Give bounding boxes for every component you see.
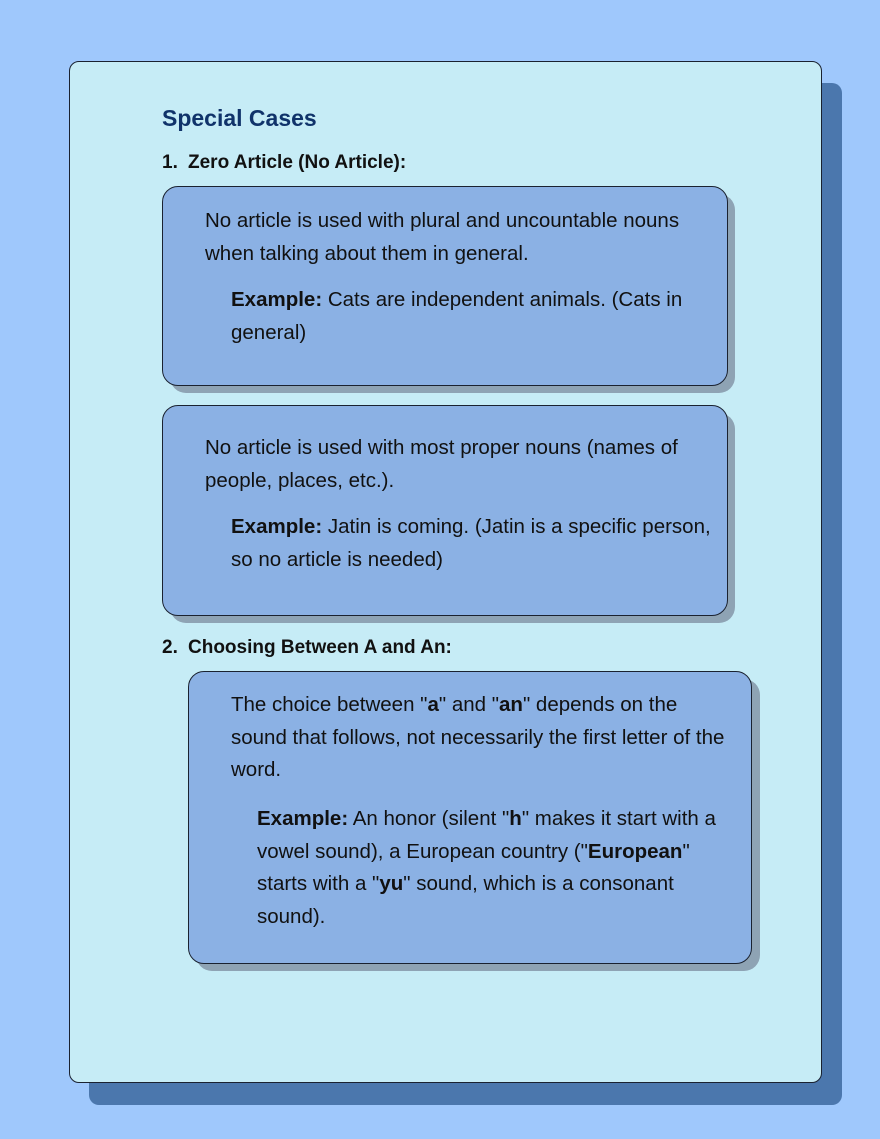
page-title: Special Cases (162, 105, 317, 131)
rule-text: No article is used with plural and uncountable nouns when talking about them in general. (205, 209, 680, 265)
example-label: Example: (257, 807, 349, 830)
text-part: " depends on the sound that follows, not necessarily the first letter of the word. (231, 693, 725, 781)
section-heading-zero-article (162, 152, 406, 174)
example-label: Example: (231, 288, 323, 311)
example-text (231, 284, 715, 349)
section-number: 2. (162, 637, 178, 658)
example-label: Example: (231, 515, 323, 538)
emphasis-european: European (587, 839, 683, 863)
emphasis-yu: yu (379, 872, 404, 895)
text-part: " makes it start with a vowel sound), a European country (" (257, 807, 716, 863)
text-part: An honor (silent " (348, 807, 510, 830)
example-body: Cats are independent animals. (Cats in general) (231, 288, 683, 344)
example-text (257, 803, 739, 933)
section-heading-text: Choosing Between A and An: (188, 637, 452, 658)
section-heading-a-an (162, 637, 452, 659)
text-part: " and " (438, 693, 500, 716)
example-body: Jatin is coming. (Jatin is a specific person, so no article is needed) (231, 515, 711, 571)
emphasis-a: a (427, 693, 439, 716)
text-part: The choice between " (231, 693, 428, 716)
rule-text (231, 689, 737, 787)
text-part: " starts with a " (257, 839, 690, 895)
rule-box-a-vs-an (188, 671, 752, 964)
emphasis-an: an (499, 693, 523, 716)
section-number: 1. (162, 152, 178, 173)
example-text (231, 511, 715, 576)
rule-box-proper-nouns (162, 405, 728, 616)
rule-box-plural-uncountable (162, 186, 728, 386)
section-heading-text: Zero Article (No Article): (188, 152, 407, 173)
emphasis-h: h (509, 807, 522, 830)
text-part: " sound, which is a consonant sound). (257, 872, 674, 928)
rule-text: No article is used with most proper nouns (names of people, places, etc.). (205, 436, 678, 492)
